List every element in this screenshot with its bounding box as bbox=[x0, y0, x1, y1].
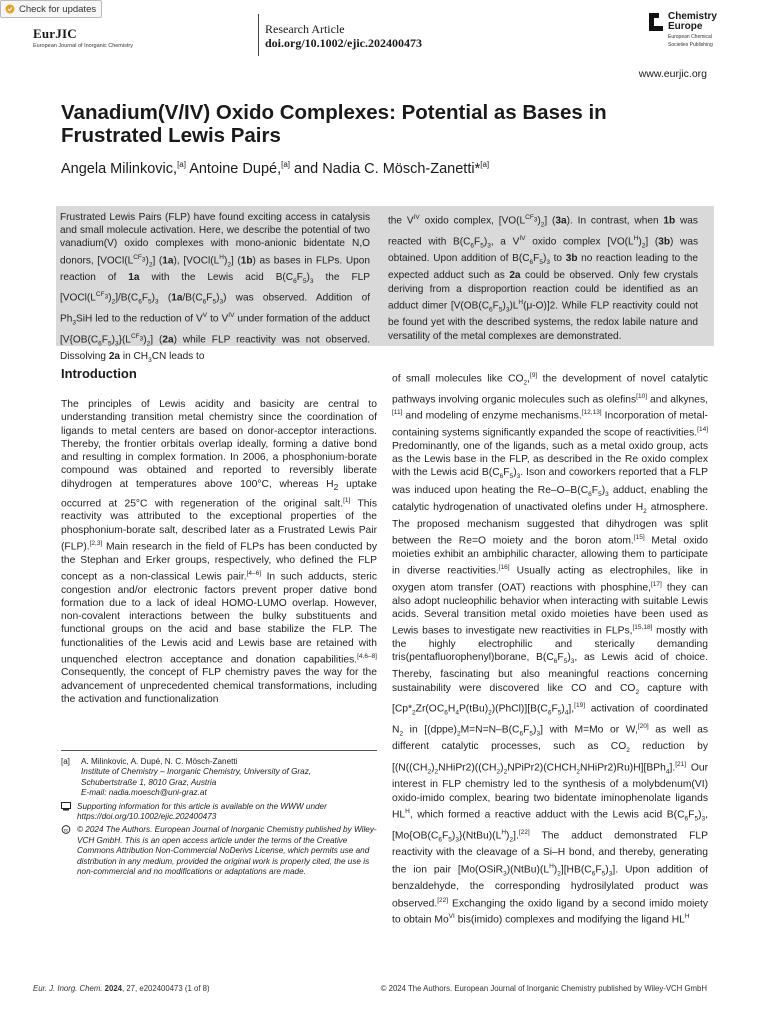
author-name: Antoine Dupé, bbox=[185, 160, 282, 177]
affiliation-mark: [a] bbox=[281, 160, 291, 169]
article-type: Research Article bbox=[265, 22, 345, 36]
author-name: Angela Milinkovic, bbox=[61, 160, 178, 177]
affiliation-mark: [a] bbox=[177, 160, 186, 169]
journal-abbr: EurJIC bbox=[33, 26, 77, 41]
publisher-sub-1: European Chemical bbox=[668, 34, 712, 40]
footnote-names: A. Milinkovic, A. Dupé, N. C. Mösch-Zanetti bbox=[81, 757, 238, 766]
publisher-title-2: Europe bbox=[668, 21, 703, 32]
footnote-address: Schubertstraße 1, 8010 Graz, Austria bbox=[81, 777, 217, 787]
section-heading: Introduction bbox=[61, 366, 137, 381]
header-divider bbox=[258, 14, 259, 56]
footnote-mark: [a] bbox=[61, 757, 70, 766]
footnotes bbox=[61, 757, 377, 880]
doi-link[interactable]: doi.org/10.1002/ejic.202400473 bbox=[265, 36, 422, 50]
footnote-institute: Institute of Chemistry – Inorganic Chemistry, University of Graz, bbox=[81, 767, 312, 777]
badge-label: Check for updates bbox=[19, 3, 97, 15]
journal-full-name: European Journal of Inorganic Chemistry bbox=[33, 43, 133, 49]
check-updates-icon bbox=[5, 4, 15, 14]
affiliation-footnote bbox=[61, 757, 377, 799]
footer-citation: Eur. J. Inorg. Chem. 2024, 27, e202400473 (1 of 8) bbox=[33, 984, 210, 993]
journal-url[interactable]: www.eurjic.org bbox=[638, 68, 707, 80]
supporting-info-text: Supporting information for this article is available on the WWW under https://doi.org/10.1002/ejic.202400473 bbox=[77, 801, 327, 822]
footnote-email[interactable]: E-mail: nadia.moesch@uni-graz.at bbox=[81, 788, 207, 798]
chemistry-europe-logo-icon bbox=[648, 12, 664, 32]
body-column-right: of small molecules like $CO_2,[9]$ the development of novel catalytic pathways involving organic molecules such as olefins[10] and alkynes,[11] and modeling of enzyme mechanisms.[12,13] Incorporation of metal-containing systems significantly expanded the scope of reactivities.[14] Predominantly, one of the ligands, such as a metal oxido group, acts as the Lewis base in the FLP, as described in the Re oxido complex with the Lewis acid $B(C_6F_5)_3$. Ison and coworkers reported that a FLP was induced upon heating the $Re-O-B(C_6F_5)_3$ adduct, enabling the catalytic hydrogenation of unactivated olefins under $H_2$ atmosphere. The proposed mechanism suggested that dihydrogen was split between the Re=O moiety and the boron atom.[15] Metal oxido moieties exhibit an ambiphilic character, allowing them to participate in diverse reactivities.[16] Usually acting as electrophiles, like in oxygen atom transfer (OAT) reactions with phosphine,[17] they can also adopt nucleophilic behavior when interacting with suitable Lewis acids. Several transition metal oxido moieties have been used as Lewis bases to investigate new reactivities in FLPs,[15,18] mostly with the highly electrophilic and sterically demanding tris(pentafluorophenyl)borane, $B(C_6F_5)_3$, as Lewis acid of choice. Thereby, fascinating but also meaningful reactions concerning sustainability were discovered like CO and $CO_2$ capture with $[Cp*_2Zr(OC_6H_4P(tBu)_2)(PhCl)][B(C_6F_5)_4],[19]$ activation of coordinated $N_2$ in $[(dppe)_2M=N=N-B(C_6F_5)_3]$ with M=Mo or W,[20] as well as different catalytic processes, such as $CO_2$ reduction by $[(N((CH_2)_2NHiPr2)((CH_2)_2NPiPr2)(CHCH_2NHiPr2)Ru)H][BPh_4].[21]$ Our interest in FLP chemistry led to the synthesis of a molybdenum(VI) oxido-imido complex, bearing two bidentate iminophenolate ligands $HL^H$, which formed a reactive adduct with the Lewis acid $B(C_6F_5)_3$, $[Mo\{OB(C_6F_5)_3\}(NtBu)(L^H)_2].[22]$ The adduct demonstrated FLP reactivity with the cleavage of a Si–H bond, and thereby, generating the ion pair $[Mo(OSiR_3)(NtBu)(L^H)_2][HB(C_6F_5)_3]$. Upon addition of benzaldehyde, the corresponding hydrosilylated product was observed.[22] Exchanging the oxido ligand by a second imido moiety to obtain $Mo^{VI}$ bis(imido) complexes and modifying the ligand $HL^H$ bbox=[392, 372, 709, 926]
license-text: © 2024 The Authors. European Journal of Inorganic Chemistry published by Wiley-VCH GmbH. This is an open access article under the terms of the Creative Commons Attribution Non-Commercial NoDerivs License, which permits use and distribution in any medium, provided the original work is properly cited, the use is non-commercial and no modifications or adaptations are made. bbox=[77, 825, 377, 877]
body-column-left: The principles of Lewis acidity and basicity are central to understanding transition metal chemistry since the coordination of ligands to metal centers are based on donor-acceptor interactions. Thereby, the frontier orbitals overlap ideally, forming a dative bond and resulting in complex formation. In 2006, a phosphonium-borate compound was obtained and reported to reversibly liberate dihydrogen at temperatures above 100°C, whereas $H_2$ uptake occurred at 25°C with regeneration of the original salt.[1] This reactivity was attributed to the exceptional properties of the phosphonium-borate salt, described later as a Frustrated Lewis Pair (FLP).[2,3] Main research in the field of FLPs has been conducted by the Stephan and Erker groups, respectively, who defined the FLP concept as a non-classical Lewis pair.[4–6] In such adducts, steric congestion and/or electronic factors prevent proper dative bond formation due to a lack of ideal HOMO-LUMO overlap. However, non-covalent interactions between the bulky substituents and functional groups on the acid and base stabilize the FLP. The functionalities of the Lewis acid and Lewis base are retained with unquenched electron acceptance and donation capabilities.[4,6–8] Consequently, the concept of FLP chemistry paves the way for the advancement of unprecedented chemical transformations, including the activation and functionalization bbox=[61, 399, 378, 705]
abstract-box bbox=[56, 206, 714, 365]
author-list bbox=[61, 160, 489, 177]
check-for-updates-badge[interactable] bbox=[0, 0, 102, 18]
publisher-sub-2: Societies Publishing bbox=[668, 42, 713, 48]
abstract-left: Frustrated Lewis Pairs (FLP) have found exciting access in catalysis and small molecule activation. Here, we describe the potential of two vanadium(V) oxido complexes with mono-anionic bidentate N,O donors, $[VOCl(L^{CF_3})_2]$ (1a), $[VOCl(L^H)_2]$ (1b) as bases in FLPs. Upon reaction of 1a with the Lewis acid $B(C_6F_5)_3$ the FLP $[VOCl(L^{CF_3})_2]/B(C_6F_5)_3$ $(1a/B(C_6F_5)_3)$ was observed. Addition of $Ph_3SiH$ led to the reduction of $V^V$ to $V^{IV}$ under formation of the adduct $[V\{OB(C_6F_5)_3\}(L^{CF_3})_2]$ (2a) while FLP reactivity was not observed. Dissolving 2a in $CH_3CN$ leads to bbox=[60, 212, 371, 365]
page-footer bbox=[33, 984, 707, 993]
footer-copyright: © 2024 The Authors. European Journal of Inorganic Chemistry published by Wiley-VCH GmbH bbox=[380, 984, 707, 993]
supporting-info-icon bbox=[61, 802, 71, 811]
footnote-separator bbox=[61, 750, 377, 751]
publisher-title-1: Chemistry bbox=[668, 11, 717, 22]
publisher-brand bbox=[648, 12, 717, 48]
svg-text:cc: cc bbox=[63, 827, 69, 833]
article-meta bbox=[265, 22, 422, 50]
abstract-right: the $V^{IV}$ oxido complex, $[VO(L^{CF_3})_2]$ (3a). In contrast, when 1b was reacted with $B(C_6F_5)_3$, a $V^{IV}$ oxido complex $[VO(L^H)_2]$ (3b) was obtained. Upon addition of $B(C_6F_5)_3$ to 3b no reaction leading to the expected adduct such as 2a could be observed. Only few crystals deriving from a disproportion reaction could be identified as an adduct dimer $[V(OB(C_6F_5)_3)L^H(\mu-O)]2$. While FLP reactivity could not be found yet with the described systems, the redox labile nature and versatility of the metal complexes are demonstrated. bbox=[388, 214, 698, 342]
author-name: and Nadia C. Mösch-Zanetti* bbox=[290, 160, 481, 177]
journal-brand bbox=[33, 26, 133, 49]
article-title: Vanadium(V/IV) Oxido Complexes: Potential as Bases in Frustrated Lewis Pairs bbox=[61, 101, 607, 147]
creative-commons-icon bbox=[61, 825, 71, 834]
license-footnote bbox=[61, 825, 377, 877]
affiliation-mark: [a] bbox=[480, 160, 490, 169]
supporting-info-footnote bbox=[61, 802, 377, 823]
